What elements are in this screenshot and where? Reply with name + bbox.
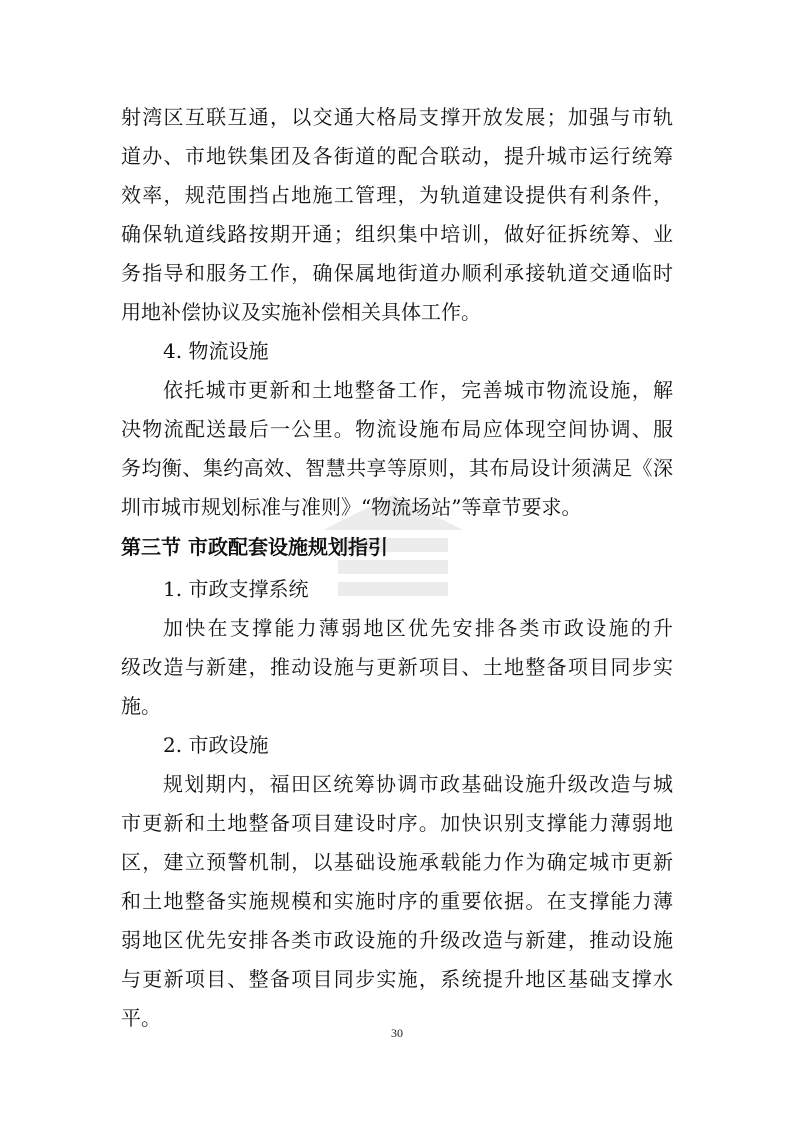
item-2-title: 2. 市政设施 [163,733,269,757]
paragraph-line: 确保轨道线路按期开通；组织集中培训，做好征拆统筹、业 [121,222,673,246]
paragraph-line: 区，建立预警机制，以基础设施承载能力作为确定城市更新 [121,850,673,874]
paragraph-line: 平。 [121,1006,161,1030]
paragraph-line: 和土地整备实施规模和实施时序的重要依据。在支撑能力薄 [121,889,673,913]
paragraph-line: 用地补偿协议及实施补偿相关具体工作。 [121,300,481,324]
paragraph-line: 加快在支撑能力薄弱地区优先安排各类市政设施的升 [163,616,673,640]
page-number: 30 [391,1026,403,1040]
paragraph-line: 与更新项目、整备项目同步实施，系统提升地区基础支撑水 [121,967,673,991]
paragraph-line: 级改造与新建，推动设施与更新项目、土地整备项目同步实 [121,655,673,679]
paragraph-line: 施。 [121,694,161,718]
paragraph-line: 务指导和服务工作，确保属地街道办顺利承接轨道交通临时 [121,261,673,285]
paragraph-line: 规划期内，福田区统筹协调市政基础设施升级改造与城 [163,772,673,796]
paragraph-line: 依托城市更新和土地整备工作，完善城市物流设施，解 [163,378,673,402]
paragraph-line: 射湾区互联互通，以交通大格局支撑开放发展；加强与市轨 [121,105,673,129]
paragraph-line: 圳市城市规划标准与准则》“物流场站”等章节要求。 [121,495,582,519]
paragraph-line: 决物流配送最后一公里。物流设施布局应体现空间协调、服 [121,417,673,441]
paragraph-line: 道办、市地铁集团及各街道的配合联动，提升城市运行统筹 [121,144,673,168]
item-4-title: 4. 物流设施 [163,339,269,363]
paragraph-line: 市更新和土地整备项目建设时序。加快识别支撑能力薄弱地 [121,811,673,835]
paragraph-line: 务均衡、集约高效、智慧共享等原则，其布局设计须满足《深 [121,456,673,480]
section-heading: 第三节 市政配套设施规划指引 [121,535,388,559]
paragraph-line: 弱地区优先安排各类市政设施的升级改造与新建，推动设施 [121,928,673,952]
paragraph-line: 效率，规范围挡占地施工管理，为轨道建设提供有利条件， [121,183,673,207]
item-1-title: 1. 市政支撑系统 [163,577,309,601]
